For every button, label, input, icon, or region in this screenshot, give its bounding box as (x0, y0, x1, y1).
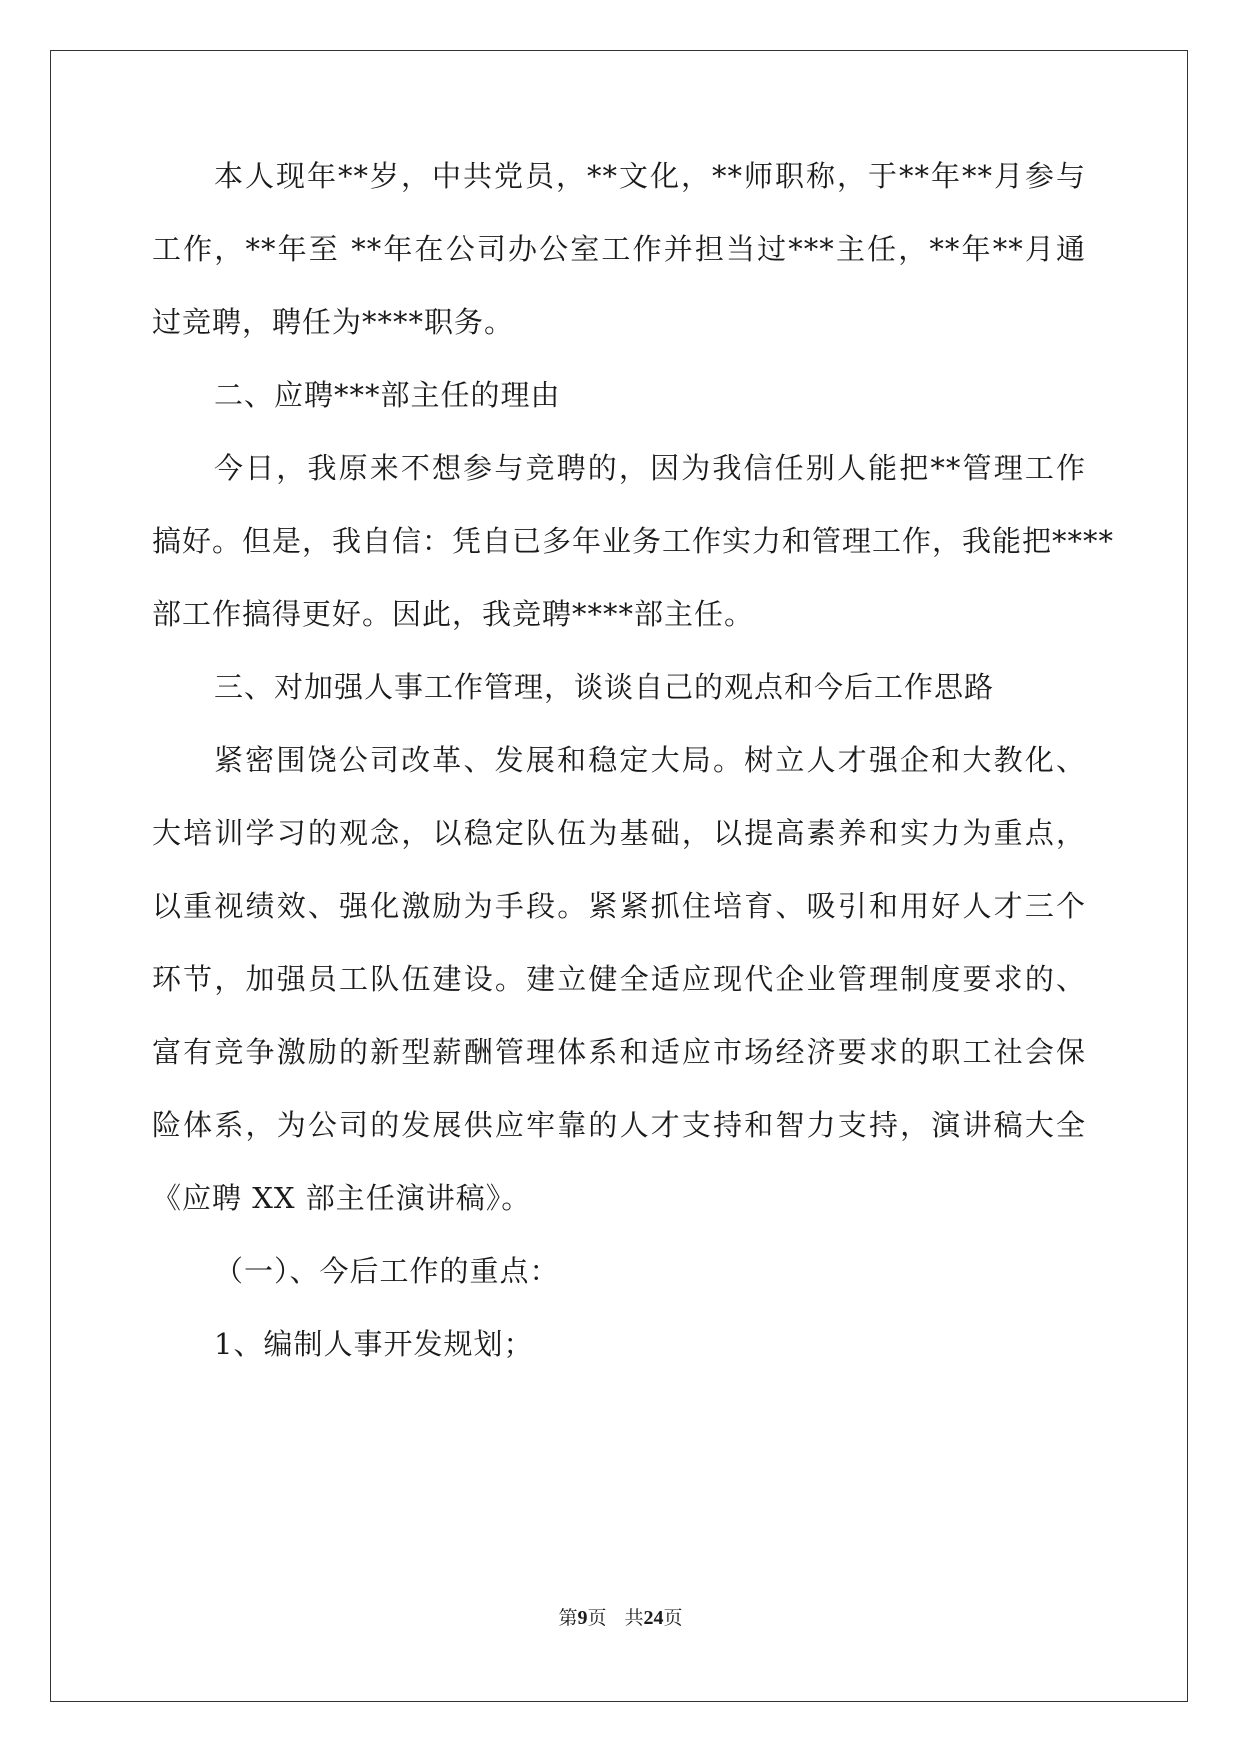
paragraph-line: 《应聘 XX 部主任演讲稿》。 (152, 1181, 532, 1215)
subsection-heading: （一）、今后工作的重点： (214, 1254, 560, 1288)
page-footer (0, 1606, 1241, 1630)
total-label-suffix: 页 (663, 1607, 683, 1629)
paragraph-line: 搞好。但是，我自信：凭自已多年业务工作实力和管理工作，我能把**** (152, 524, 1115, 558)
section-heading: 二、应聘***部主任的理由 (214, 378, 561, 412)
total-label-prefix: 共 (624, 1607, 644, 1629)
paragraph-line: 以重视绩效、强化激励为手段。紧紧抓住培育、吸引和用好人才三个 (152, 889, 1086, 923)
page-total-number: 24 (643, 1607, 664, 1629)
section-heading: 三、对加强人事工作管理，谈谈自己的观点和今后工作思路 (214, 670, 995, 704)
paragraph-line: 险体系，为公司的发展供应牢靠的人才支持和智力支持，演讲稿大全 (152, 1108, 1086, 1142)
paragraph-line: 部工作搞得更好。因此，我竞聘****部主任。 (152, 597, 755, 631)
paragraph-line: 过竞聘，聘任为****职务。 (152, 305, 515, 339)
page-label-prefix: 第 (558, 1607, 578, 1629)
paragraph-line: 紧密围饶公司改革、发展和稳定大局。树立人才强企和大教化、 (214, 743, 1086, 777)
paragraph-line: 工作，**年至 **年在公司办公室工作并担当过***主任，**年**月通 (152, 232, 1086, 266)
paragraph-line: 今日，我原来不想参与竞聘的，因为我信任别人能把**管理工作 (214, 451, 1086, 485)
list-item: 1、编制人事开发规划； (214, 1327, 534, 1361)
page-label-suffix: 页 (587, 1607, 607, 1629)
paragraph-line: 富有竞争激励的新型薪酬管理体系和适应市场经济要求的职工社会保 (152, 1035, 1086, 1069)
paragraph-line: 本人现年**岁，中共党员，**文化，**师职称，于**年**月参与 (214, 159, 1086, 193)
paragraph-line: 大培训学习的观念，以稳定队伍为基础，以提高素养和实力为重点， (152, 816, 1086, 850)
page-current-number: 9 (577, 1607, 588, 1629)
page-border (50, 50, 1188, 1702)
paragraph-line: 环节，加强员工队伍建设。建立健全适应现代企业管理制度要求的、 (152, 962, 1086, 996)
